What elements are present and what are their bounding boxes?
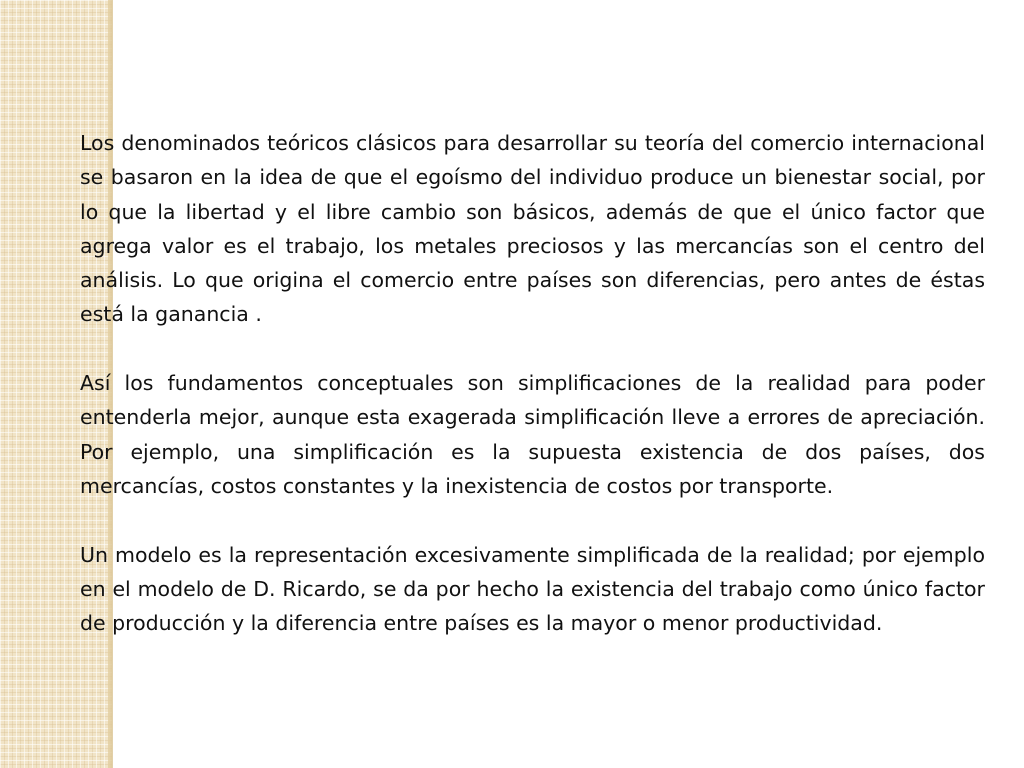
paragraph-classical-theorists: Los denominados teóricos clásicos para desarrollar su teoría del comercio internacional se basaron en la idea de que el egoísmo del individuo produce un bienestar social, por lo que la libertad y el libre cambio son básicos, además de que el único factor que agrega valor es el trabajo, los metales preciosos y las mercancías son el centro del análisis. Lo que origina el comercio entre países son diferencias, pero antes de éstas está la ganancia . xyxy=(80,131,985,327)
slide-body-text xyxy=(80,126,985,675)
paragraph-model-definition: Un modelo es la representación excesivamente simplificada de la realidad; por ejemplo en el modelo de D. Ricardo, se da por hecho la existencia del trabajo como único factor de producción y la diferencia entre países es la mayor o menor productividad. xyxy=(80,542,985,636)
paragraph-conceptual-foundations: Así los fundamentos conceptuales son simplificaciones de la realidad para poder entenderla mejor, aunque esta exagerada simplificación lleve a errores de apreciación. Por ejemplo, una simplificación es la supuesta existencia de dos países, dos mercancías, costos constantes y la inexistencia de costos por transporte. xyxy=(80,371,985,498)
